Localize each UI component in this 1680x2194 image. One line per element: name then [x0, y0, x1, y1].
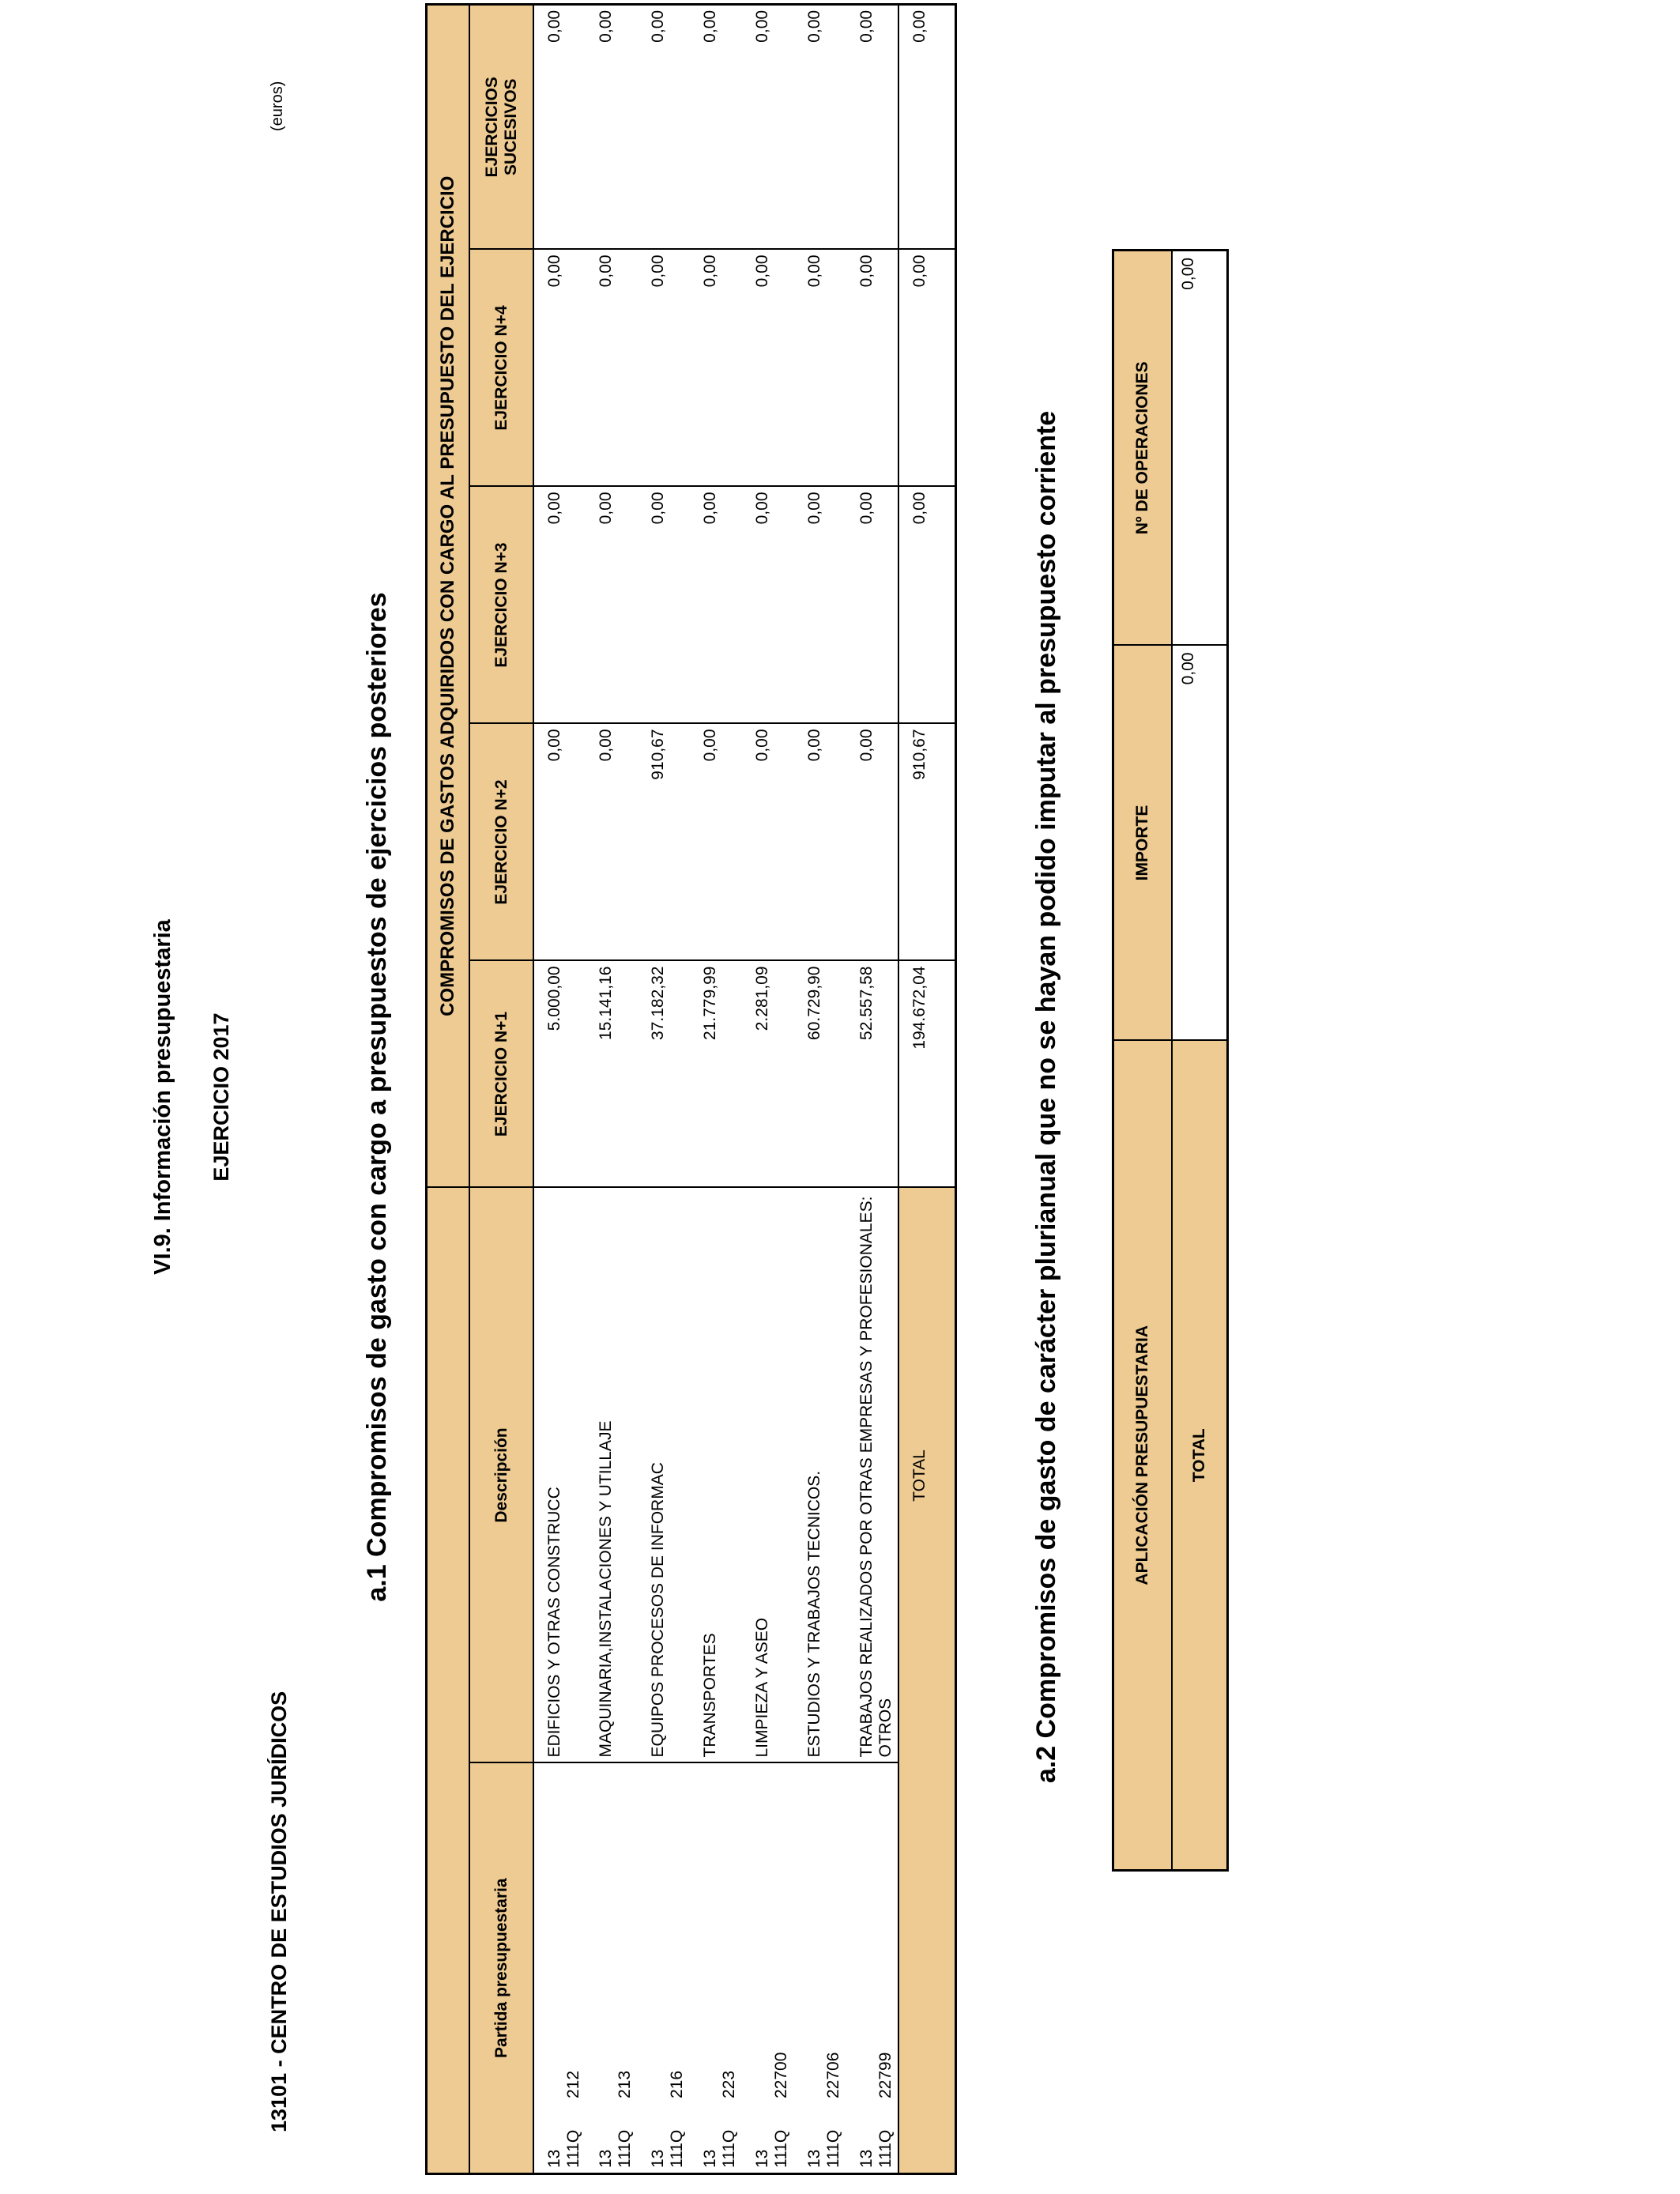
- col-header-descripcion: Descripción: [469, 1188, 533, 1763]
- description-cell: MAQUINARIA,INSTALACIONES Y UTILLAJE: [586, 1188, 638, 1763]
- header-blank-cell: [427, 1188, 470, 2174]
- description-cell: TRANSPORTES: [690, 1188, 742, 1763]
- concept-code: 22706: [824, 2052, 842, 2098]
- total-label: TOTAL: [898, 1188, 955, 1763]
- sucesivos-cell: 0,00: [690, 4, 742, 249]
- partida-cell: [586, 1763, 638, 2174]
- table-row: [533, 4, 586, 2173]
- total-row: [898, 4, 955, 2173]
- n3-cell: 0,00: [742, 487, 794, 724]
- n1-cell: 21.779,99: [690, 961, 742, 1188]
- col-header-partida: Partida presupuestaria: [469, 1763, 533, 2174]
- description-cell: ESTUDIOS Y TRABAJOS TECNICOS.: [794, 1188, 846, 1763]
- n3-cell: 0,00: [533, 487, 586, 724]
- n3-cell: 0,00: [638, 487, 690, 724]
- table-row: [586, 4, 638, 2173]
- fiscal-year: EJERCICIO 2017: [209, 1012, 233, 1182]
- concept-code: 213: [616, 2070, 634, 2098]
- col-header-sucesivos: EJERCICIOS SUCESIVOS: [469, 4, 533, 249]
- n4-cell: 0,00: [846, 250, 898, 487]
- partida-cell: [533, 1763, 586, 2174]
- n2-cell: 0,00: [742, 724, 794, 961]
- partida-cell: [638, 1763, 690, 2174]
- description-cell: LIMPIEZA Y ASEO: [742, 1188, 794, 1763]
- n1-cell: 52.557,58: [846, 961, 898, 1188]
- program-code: 13 111Q: [545, 2129, 582, 2168]
- concept-code: 212: [564, 2070, 582, 2098]
- col-header-n2: EJERCICIO N+2: [469, 724, 533, 961]
- sucesivos-cell: 0,00: [794, 4, 846, 249]
- table-row: [690, 4, 742, 2173]
- partida-cell: [690, 1763, 742, 2174]
- partida-cell: [846, 1763, 898, 2174]
- section-a2-title: a.2 Compromisos de gasto de carácter plurianual que no se hayan podido imputar al presupuesto corriente: [1031, 410, 1061, 1784]
- n2-cell: 0,00: [846, 724, 898, 961]
- n1-cell: 37.182,32: [638, 961, 690, 1188]
- total-n1: 194.672,04: [898, 961, 955, 1188]
- program-code: 13 111Q: [805, 2129, 842, 2168]
- total-sucesivos: 0,00: [898, 4, 955, 249]
- col-header-aplicacion: APLICACIÓN PRESUPUESTARIA: [1113, 1041, 1173, 1871]
- n1-cell: 15.141,16: [586, 961, 638, 1188]
- concept-code: 22700: [772, 2052, 790, 2098]
- sucesivos-cell: 0,00: [742, 4, 794, 249]
- col-header-n1: EJERCICIO N+1: [469, 961, 533, 1188]
- total-n3: 0,00: [898, 487, 955, 724]
- n1-cell: 5.000,00: [533, 961, 586, 1188]
- n3-cell: 0,00: [690, 487, 742, 724]
- total-n2: 910,67: [898, 724, 955, 961]
- description-cell: EDIFICIOS Y OTRAS CONSTRUCC: [533, 1188, 586, 1763]
- plurianual-table: [1112, 249, 1229, 1872]
- program-code: 13 111Q: [597, 2129, 634, 2168]
- n2-cell: 0,00: [794, 724, 846, 961]
- a2-total-importe: 0,00: [1172, 646, 1228, 1041]
- units-label: (euros): [269, 81, 286, 131]
- table-row: [794, 4, 846, 2173]
- program-code: 13 111Q: [649, 2129, 686, 2168]
- n2-cell: 0,00: [586, 724, 638, 961]
- table-row: [742, 4, 794, 2173]
- n4-cell: 0,00: [533, 250, 586, 487]
- col-header-n3: EJERCICIO N+3: [469, 487, 533, 724]
- col-header-operaciones: Nº DE OPERACIONES: [1113, 251, 1173, 646]
- n4-cell: 0,00: [638, 250, 690, 487]
- concept-code: 223: [720, 2070, 738, 2098]
- n2-cell: 0,00: [690, 724, 742, 961]
- partida-cell: [742, 1763, 794, 2174]
- description-cell: TRABAJOS REALIZADOS POR OTRAS EMPRESAS Y PROFESIONALES: OTROS: [846, 1188, 898, 1763]
- program-code: 13 111Q: [753, 2129, 790, 2168]
- n2-cell: 0,00: [533, 724, 586, 961]
- total-n4: 0,00: [898, 250, 955, 487]
- concept-code: 22799: [876, 2052, 895, 2098]
- n4-cell: 0,00: [794, 250, 846, 487]
- concept-code: 216: [668, 2070, 686, 2098]
- n3-cell: 0,00: [794, 487, 846, 724]
- section-a1-title: a.1 Compromisos de gasto con cargo a presupuestos de ejercicios posteriores: [362, 592, 392, 1602]
- col-header-importe: IMPORTE: [1113, 646, 1173, 1041]
- n2-cell: 910,67: [638, 724, 690, 961]
- n4-cell: 0,00: [586, 250, 638, 487]
- n1-cell: 60.729,90: [794, 961, 846, 1188]
- commitments-table: [425, 3, 957, 2175]
- sucesivos-cell: 0,00: [586, 4, 638, 249]
- a2-total-operaciones: 0,00: [1172, 251, 1228, 646]
- sucesivos-cell: 0,00: [638, 4, 690, 249]
- organization-name: 13101 - CENTRO DE ESTUDIOS JURÍDICOS: [267, 1691, 291, 2132]
- sucesivos-cell: 0,00: [533, 4, 586, 249]
- sucesivos-cell: 0,00: [846, 4, 898, 249]
- program-code: 13 111Q: [701, 2129, 738, 2168]
- total-blank-cell: [898, 1763, 955, 2174]
- n3-cell: 0,00: [586, 487, 638, 724]
- a2-total-label: TOTAL: [1172, 1041, 1228, 1871]
- group-header: COMPROMISOS DE GASTOS ADQUIRIDOS CON CARGO AL PRESUPUESTO DEL EJERCICIO: [427, 4, 470, 1187]
- page-title: VI.9. Información presupuestaria: [150, 919, 175, 1275]
- col-header-n4: EJERCICIO N+4: [469, 250, 533, 487]
- table-row: [846, 4, 898, 2173]
- partida-cell: [794, 1763, 846, 2174]
- a2-total-row: [1172, 251, 1228, 1871]
- n4-cell: 0,00: [690, 250, 742, 487]
- n1-cell: 2.281,09: [742, 961, 794, 1188]
- table-row: [638, 4, 690, 2173]
- n4-cell: 0,00: [742, 250, 794, 487]
- program-code: 13 111Q: [857, 2129, 895, 2168]
- n3-cell: 0,00: [846, 487, 898, 724]
- description-cell: EQUIPOS PROCESOS DE INFORMAC: [638, 1188, 690, 1763]
